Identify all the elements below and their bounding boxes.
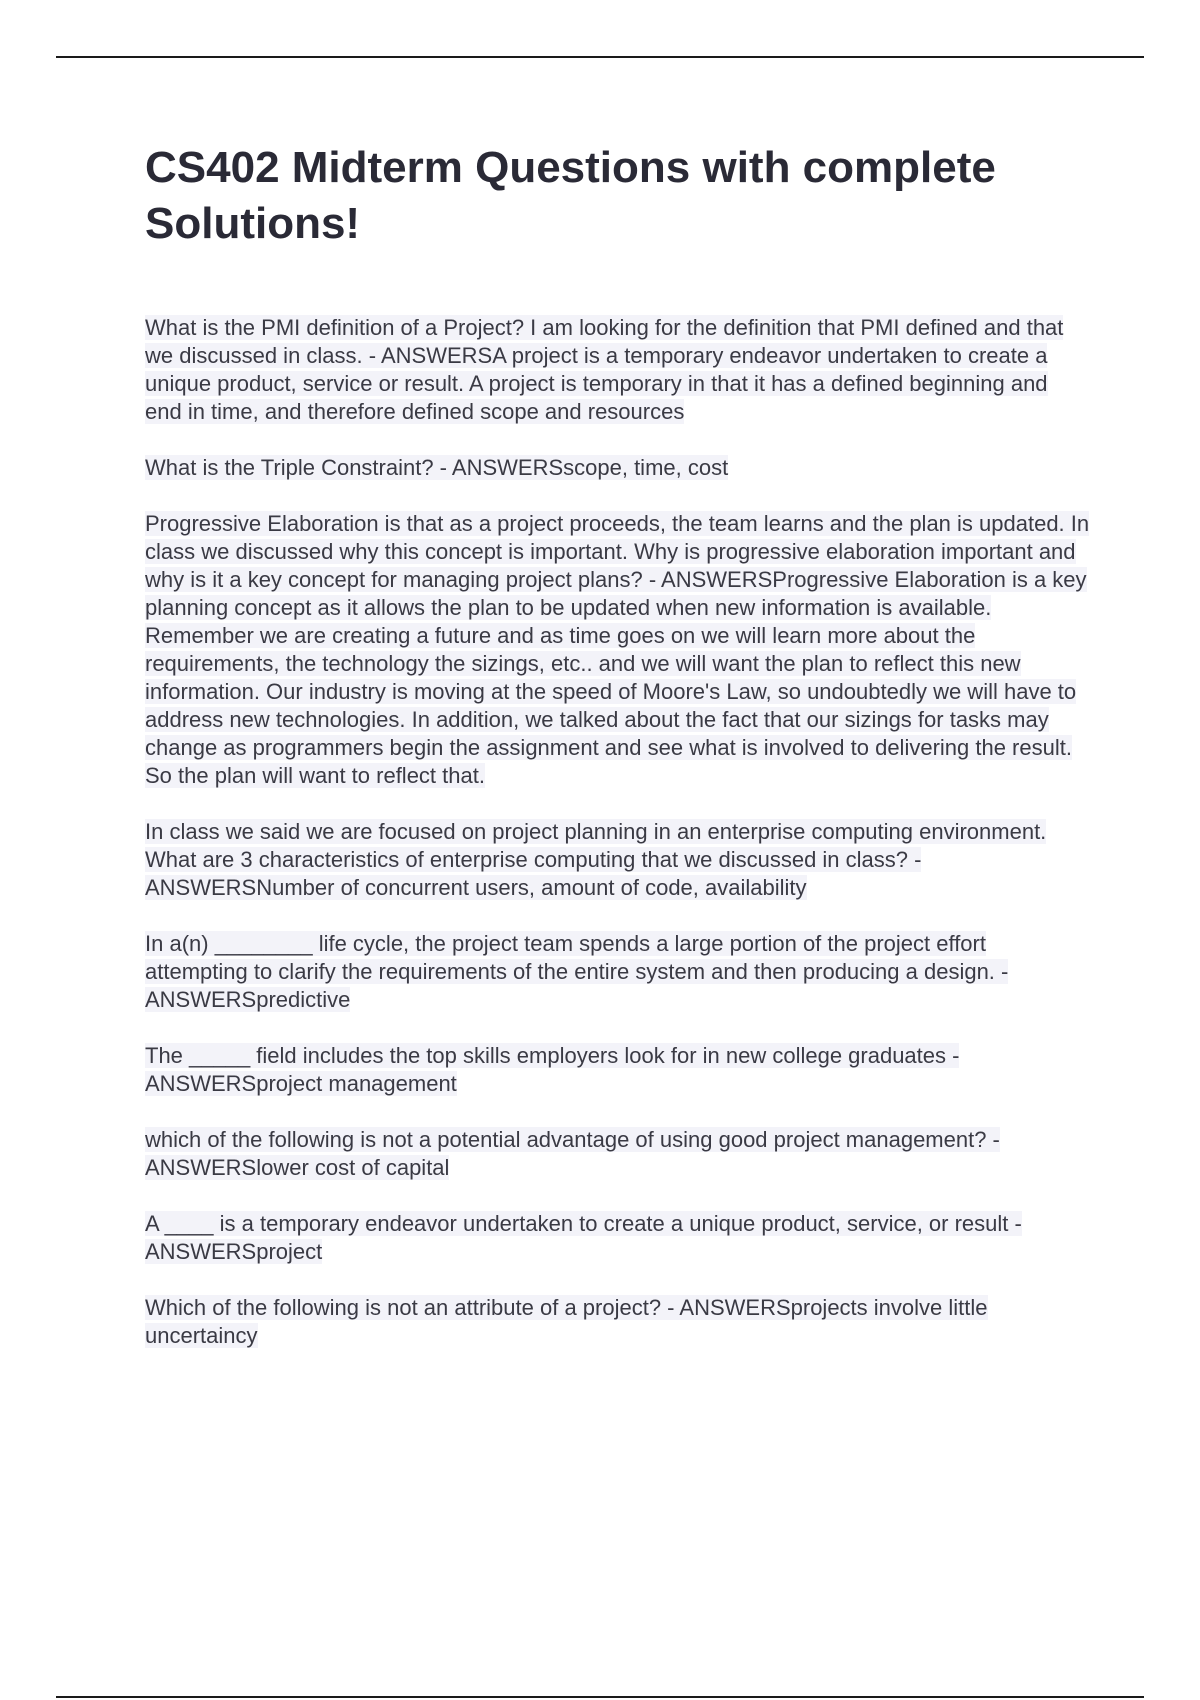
qa-text: Which of the following is not an attribute of a project? - ANSWERSprojects involve little uncertaincy (145, 1295, 988, 1348)
qa-entry (145, 1294, 1090, 1350)
document-body (145, 140, 1090, 1378)
qa-text: The _____ field includes the top skills employers look for in new college graduates - ANSWERSproject management (145, 1043, 960, 1096)
top-rule (56, 56, 1144, 58)
bottom-rule (56, 1696, 1144, 1698)
qa-text: Progressive Elaboration is that as a project proceeds, the team learns and the plan is updated. In class we discussed why this concept is important. Why is progressive elaboration important and why is it a key concept for managing project plans? - ANSWERSProgressive Elaboration is a key planning concept as it allows the plan to be updated when new information is available. Remember we are creating a future and as time goes on we will learn more about the requirements, the technology the sizings, etc.. and we will want the plan to reflect this new information. Our industry is moving at the speed of Moore's Law, so undoubtedly we will have to address new technologies. In addition, we talked about the fact that our sizings for tasks may change as programmers begin the assignment and see what is involved to delivering the result. So the plan will want to reflect that. (145, 511, 1090, 788)
qa-entry (145, 1126, 1090, 1182)
qa-entry (145, 510, 1090, 790)
qa-text: which of the following is not a potential advantage of using good project management? - ANSWERSlower cost of capital (145, 1127, 1000, 1180)
qa-text: What is the PMI definition of a Project? I am looking for the definition that PMI defined and that we discussed in class. - ANSWERSA project is a temporary endeavor undertaken to create a unique product, service or result. A project is temporary in that it has a defined beginning and end in time, and therefore defined scope and resources (145, 315, 1064, 424)
qa-entry (145, 930, 1090, 1014)
qa-text: In class we said we are focused on project planning in an enterprise computing environment. What are 3 characteristics of enterprise computing that we discussed in class? - ANSWERSNumber of concurrent users, amount of code, availability (145, 819, 1047, 900)
qa-entry (145, 1210, 1090, 1266)
qa-entry (145, 1042, 1090, 1098)
qa-entry (145, 818, 1090, 902)
qa-text: What is the Triple Constraint? - ANSWERSscope, time, cost (145, 455, 729, 480)
qa-text: A ____ is a temporary endeavor undertaken to create a unique product, service, or result - ANSWERSproject (145, 1211, 1022, 1264)
qa-entry (145, 314, 1090, 426)
qa-text: In a(n) ________ life cycle, the project team spends a large portion of the project effort attempting to clarify the requirements of the entire system and then producing a design. - ANSWERSpredictive (145, 931, 1009, 1012)
document-title: CS402 Midterm Questions with complete Solutions! (145, 143, 996, 248)
qa-entry (145, 454, 1090, 482)
